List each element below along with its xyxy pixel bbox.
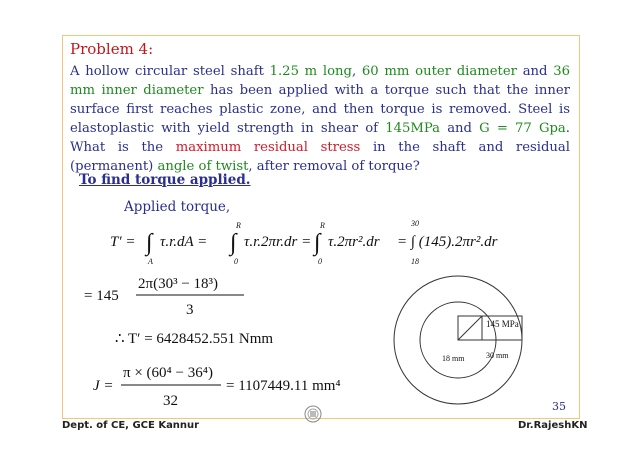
integral-sign-icon: ∫	[314, 230, 321, 256]
inner-diameter: 36 mm inner diameter	[70, 64, 570, 98]
footer-author: Dr.RajeshKN	[518, 420, 588, 431]
problem-text-3: and	[516, 64, 554, 79]
eq4-rhs: = 1107449.11 mm⁴	[226, 378, 341, 394]
shaft-cross-section-diagram	[370, 270, 550, 410]
stress-diagonal	[458, 316, 482, 340]
yield-strength: 145MPa	[385, 121, 441, 136]
eq1-rhs-upper: 30	[411, 219, 419, 228]
problem-text-2: ,	[352, 64, 362, 79]
eq1-int2-lower: 0	[234, 257, 238, 266]
stress-label: 145 MPa	[486, 319, 519, 329]
eq4-numerator: π × (60⁴ − 36⁴)	[123, 365, 213, 381]
torque-final-equation	[115, 327, 335, 349]
eq1-rhs-lower: 18	[411, 257, 419, 266]
eq1-int2-upper: R	[236, 221, 241, 230]
problem-text-4: has been applied with a torque such that the inner surface first reaches plastic zone, and then torque is removed. Steel is elastoplastic with yield strength in shear of	[70, 83, 570, 136]
eq4-lhs: J =	[93, 378, 114, 394]
problem-text-7: in the shaft and residual (permanent)	[70, 140, 571, 174]
page-number: 35	[552, 400, 566, 413]
polar-moment-equation	[93, 360, 373, 412]
eq2-denominator: 3	[186, 302, 194, 318]
integral-sign-icon: ∫	[146, 230, 153, 256]
problem-text-5: and	[440, 121, 480, 136]
torque-result-fraction	[84, 270, 284, 320]
problem-text-6: . What is the	[70, 121, 570, 155]
eq1-int2: τ.r.2πr.dr =	[244, 234, 312, 250]
outer-diameter: 60 mm outer diameter	[361, 64, 517, 79]
max-residual-stress: maximum residual stress	[175, 140, 361, 155]
eq1-lhs: T′ =	[110, 234, 136, 250]
problem-statement	[70, 62, 570, 176]
eq1-int1-lower: A	[148, 257, 153, 266]
torque-integral-equation	[110, 219, 530, 270]
eq1-int3: τ.2πr².dr	[328, 234, 380, 250]
problem-text-1: A hollow circular steel shaft	[70, 64, 270, 79]
footer-department: Dept. of CE, GCE Kannur	[62, 420, 200, 431]
eq2-numerator: 2π(30³ − 18³)	[138, 276, 219, 292]
problem-title: Problem 4:	[70, 40, 154, 58]
eq3-text: ∴ T′ = 6428452.551 Nmm	[115, 331, 274, 347]
shaft-length: 1.25 m long	[269, 64, 352, 79]
angle-of-twist: angle of twist	[157, 159, 249, 174]
eq1-rhs: = ∫ (145).2πr².dr	[397, 234, 498, 250]
eq4-denominator: 32	[163, 393, 178, 409]
applied-torque-label: Applied torque,	[124, 199, 231, 215]
college-logo-icon	[304, 404, 322, 424]
eq1-int3-lower: 0	[318, 257, 322, 266]
inner-radius-label: 18 mm	[442, 354, 465, 363]
section-title: To find torque applied.	[79, 172, 251, 188]
eq2-lhs: = 145	[84, 288, 119, 304]
shear-modulus: G = 77 Gpa	[479, 121, 566, 136]
eq1-int1: τ.r.dA =	[160, 234, 208, 250]
integral-sign-icon: ∫	[230, 230, 237, 256]
outer-radius-label: 30 mm	[486, 351, 509, 360]
problem-text-8: , after removal of torque?	[248, 159, 420, 174]
eq1-int3-upper: R	[320, 221, 325, 230]
